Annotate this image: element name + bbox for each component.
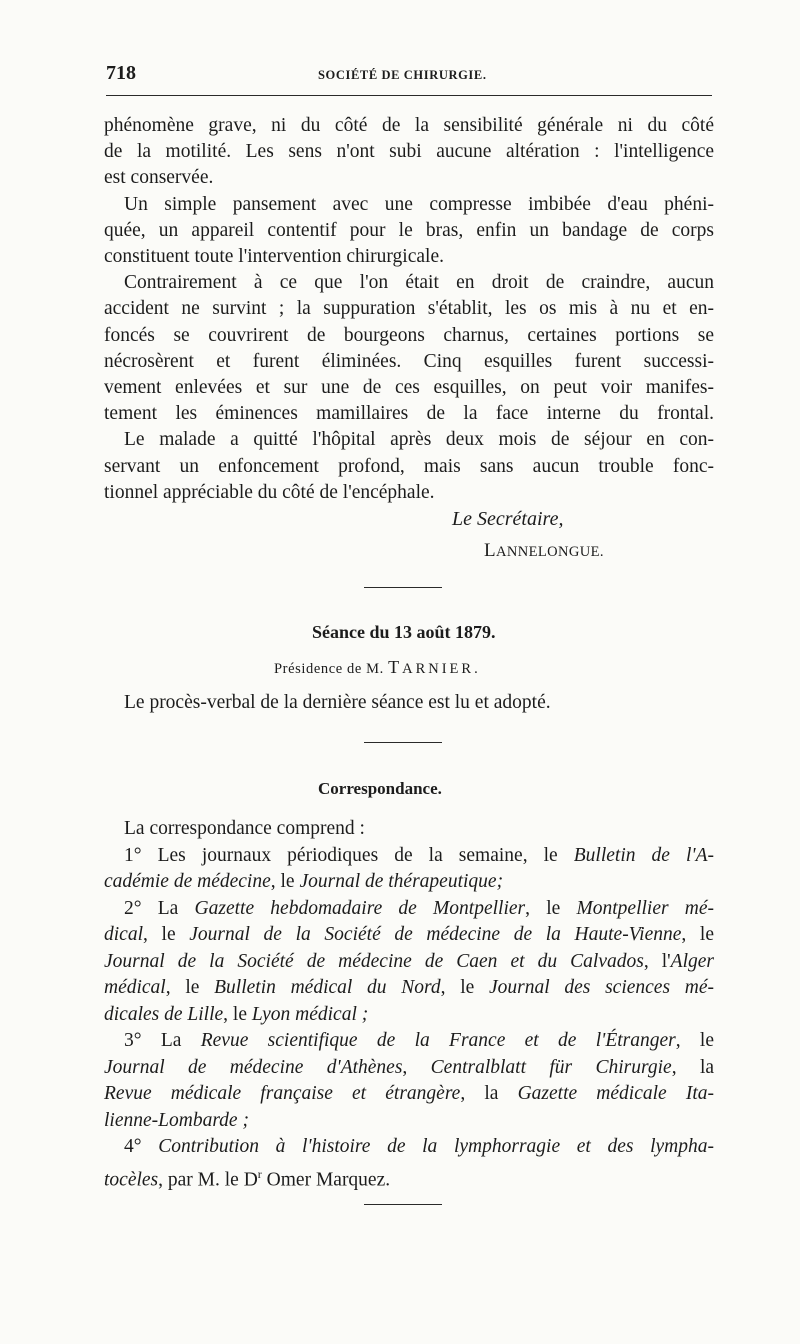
presidence-line — [274, 657, 481, 678]
journal-title: Revue médicale française et étrangère — [104, 1083, 461, 1104]
text-run: , la — [460, 1083, 518, 1104]
item-1-line-2 — [104, 869, 714, 896]
signature-title: Le Secrétaire, — [452, 508, 564, 530]
journal-title: Journal des sciences mé- — [489, 977, 714, 998]
text-line: nécrosèrent et furent éliminées. Cinq esquilles furent successi- — [104, 350, 714, 372]
text-line: Le malade a quitté l'hôpital après deux mois de séjour en con- — [124, 429, 714, 451]
journal-title: Bulletin médical du Nord — [214, 977, 441, 998]
text-run: , la — [671, 1056, 715, 1078]
section-divider — [364, 742, 442, 743]
text-run: , le — [223, 1003, 252, 1025]
journal-title: cadémie de médecine — [104, 871, 271, 892]
item-4-line-1 — [104, 1134, 714, 1161]
paragraph-4 — [104, 427, 714, 506]
header-rule — [106, 95, 712, 96]
item-2-line-2 — [104, 922, 714, 949]
text-run: , le — [270, 871, 300, 892]
text-line: tionnel appréciable du côté de l'encéphale. — [104, 481, 435, 503]
journal-title: dicales de Lille — [104, 1003, 224, 1025]
work-title: Contribution à l'histoire de la lymphorragie et des lympha- — [158, 1136, 714, 1157]
section-divider — [364, 1204, 442, 1205]
journal-title: Journal de la Société de médecine de Caen et du Calvados — [104, 950, 644, 972]
text-line: phénomène grave, ni du côté de la sensibilité générale ni du côté — [104, 115, 714, 136]
text-run: , le — [143, 924, 190, 945]
president-rest: ARNIER. — [402, 661, 481, 677]
text-run: 3° La — [124, 1030, 201, 1051]
text-line: vement enlevées et sur une de ces esquilles, on peut voir manifes- — [104, 377, 714, 399]
correspondance-intro: La correspondance comprend : — [124, 818, 365, 839]
text-run: , le — [681, 924, 715, 945]
text-run: , le — [525, 897, 577, 919]
journal-title: dical — [104, 924, 143, 945]
item-3-line-1 — [104, 1028, 714, 1055]
text-run: , l' — [643, 950, 671, 972]
journal-title: lienne-Lombarde ; — [104, 1109, 249, 1131]
paragraph-1 — [104, 113, 714, 192]
text-line: Un simple pansement avec une compresse imbibée d'eau phéni- — [124, 193, 714, 215]
item-2-line-4 — [104, 975, 714, 1002]
paragraph-2 — [104, 192, 714, 271]
journal-title: Centralblatt für Chirurgie — [430, 1056, 672, 1078]
item-4-line-2 — [104, 1161, 714, 1194]
text-line: tement les éminences mamillaires de la face interne du frontal. — [104, 403, 714, 425]
text-line: foncés se couvrirent de bourgeons charnus, certaines portions se — [104, 324, 714, 346]
text-run: , le — [675, 1030, 715, 1051]
paragraph-3 — [104, 270, 714, 427]
journal-title: Journal de thérapeutique; — [299, 871, 504, 892]
president-name — [388, 657, 481, 677]
journal-title: Revue scientifique de la France et de l'Étranger — [200, 1030, 676, 1051]
text-line: quée, un appareil contentif pour le bras, enfin un bandage de corps — [104, 219, 714, 241]
signatory-name — [484, 540, 604, 562]
item-1-line-1 — [104, 843, 714, 870]
text-run: , le — [165, 977, 215, 998]
text-line: servant un enfoncement profond, mais sans aucun trouble fonc- — [104, 455, 714, 477]
journal-title: Journal de médecine d'Athènes — [104, 1056, 403, 1078]
text-line: constituent toute l'intervention chirurgicale. — [104, 246, 444, 268]
text-line: Contrairement à ce que l'on était en droit de craindre, aucun — [124, 272, 714, 294]
item-3-line-3 — [104, 1081, 714, 1108]
page-number: 718 — [106, 62, 136, 84]
text-run: 1° Les journaux périodiques de la semaine, le — [124, 844, 574, 866]
item-3-line-4 — [104, 1108, 714, 1135]
signatory-initial: L — [484, 540, 497, 561]
text-run: 2° La — [124, 897, 195, 919]
presidence-prefix: Présidence de M. — [274, 661, 384, 677]
page-header — [106, 62, 712, 88]
work-title: tocèles — [104, 1169, 159, 1190]
item-2-line-1 — [104, 896, 714, 923]
item-2-line-5 — [104, 1002, 714, 1029]
journal-title: Montpellier mé- — [576, 897, 715, 919]
correspondance-text — [104, 816, 714, 1194]
text-line: accident ne survint ; la suppuration s'établit, les os mis à nu et en- — [104, 298, 714, 320]
case-report-text — [104, 113, 714, 506]
text-run: , le — [440, 977, 489, 998]
journal-title: Journal de la Société de médecine de la Haute-Vienne — [189, 924, 682, 945]
signatory-rest: ANNELONGUE. — [496, 544, 604, 560]
text-line: est conservée. — [104, 167, 214, 189]
session-title: Séance du 13 août 1879. — [312, 622, 496, 642]
text-run: , par M. le D — [158, 1169, 258, 1190]
item-2-line-3 — [104, 949, 714, 976]
journal-title: Bulletin de l'A- — [573, 844, 714, 866]
item-3-line-2 — [104, 1055, 714, 1082]
text-line: de la motilité. Les sens n'ont subi aucune altération : l'intelligence — [104, 141, 714, 163]
running-head: SOCIÉTÉ DE CHIRURGIE. — [318, 68, 487, 82]
section-divider — [364, 587, 442, 588]
superscript: r — [257, 1166, 262, 1181]
journal-title: médical — [104, 977, 166, 998]
proces-verbal: Le procès-verbal de la dernière séance est lu et adopté. — [124, 692, 551, 713]
text-run: Omer Marquez. — [261, 1169, 391, 1190]
president-initial: T — [388, 657, 403, 677]
text-run: 4° — [124, 1136, 159, 1157]
journal-title: Alger — [670, 950, 714, 972]
correspondance-title: Correspondance. — [318, 779, 442, 798]
text-run: , — [402, 1056, 431, 1078]
journal-title: Gazette médicale Ita- — [517, 1083, 714, 1104]
journal-title: Lyon médical ; — [251, 1003, 369, 1025]
journal-title: Gazette hebdomadaire de Montpellier — [194, 897, 526, 919]
